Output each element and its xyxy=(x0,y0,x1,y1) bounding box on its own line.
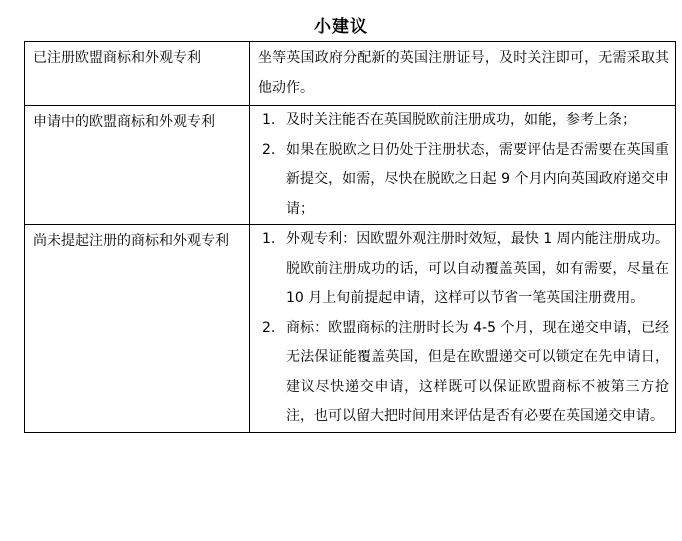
category-cell xyxy=(25,106,250,225)
advice-table xyxy=(24,41,676,433)
table-row xyxy=(25,225,676,433)
list-item xyxy=(258,136,669,225)
advice-text: 坐等英国政府分配新的英国注册证号，及时关注即可，无需采取其他动作。 xyxy=(258,50,669,96)
category-label: 申请中的欧盟商标和外观专利 xyxy=(33,114,215,130)
list-item-text: 及时关注能否在英国脱欧前注册成功，如能，参考上条； xyxy=(286,112,636,128)
list-item-text: 商标：欧盟商标的注册时长为 4-5 个月，现在递交申请，已经无法保证能覆盖英国，但是在欧盟递交可以锁定在先申请日，建议尽快递交申请，这样既可以保证欧盟商标不被第三方抢注，也可以留大把时间用来评估是否有必要在英国递交申请。 xyxy=(286,319,669,424)
list-item-number: 2. xyxy=(262,141,276,158)
list-item xyxy=(258,225,669,314)
category-cell xyxy=(25,42,250,106)
table-row xyxy=(25,42,676,106)
list-item xyxy=(258,106,669,136)
table-row xyxy=(25,106,676,225)
category-cell xyxy=(25,225,250,433)
category-label: 已注册欧盟商标和外观专利 xyxy=(33,50,201,66)
list-item-number: 1. xyxy=(262,112,276,128)
advice-cell xyxy=(250,225,676,433)
list-item xyxy=(258,314,669,432)
list-item-number: 2. xyxy=(262,319,276,336)
list-item-number: 1. xyxy=(262,231,276,247)
advice-cell xyxy=(250,106,676,225)
document-title: 小建议 xyxy=(314,17,368,37)
list-item-text: 如果在脱欧之日仍处于注册状态，需要评估是否需要在英国重新提交，如需，尽快在脱欧之日起 9 个月内向英国政府递交申请； xyxy=(286,141,669,217)
list-item-text: 外观专利：因欧盟外观注册时效短，最快 1 周内能注册成功。脱欧前注册成功的话，可以自动覆盖英国，如有需要，尽量在 10 月上旬前提起申请，这样可以节省一笔英国注册费用。 xyxy=(286,231,669,306)
advice-cell xyxy=(250,42,676,106)
category-label: 尚未提起注册的商标和外观专利 xyxy=(33,233,229,249)
